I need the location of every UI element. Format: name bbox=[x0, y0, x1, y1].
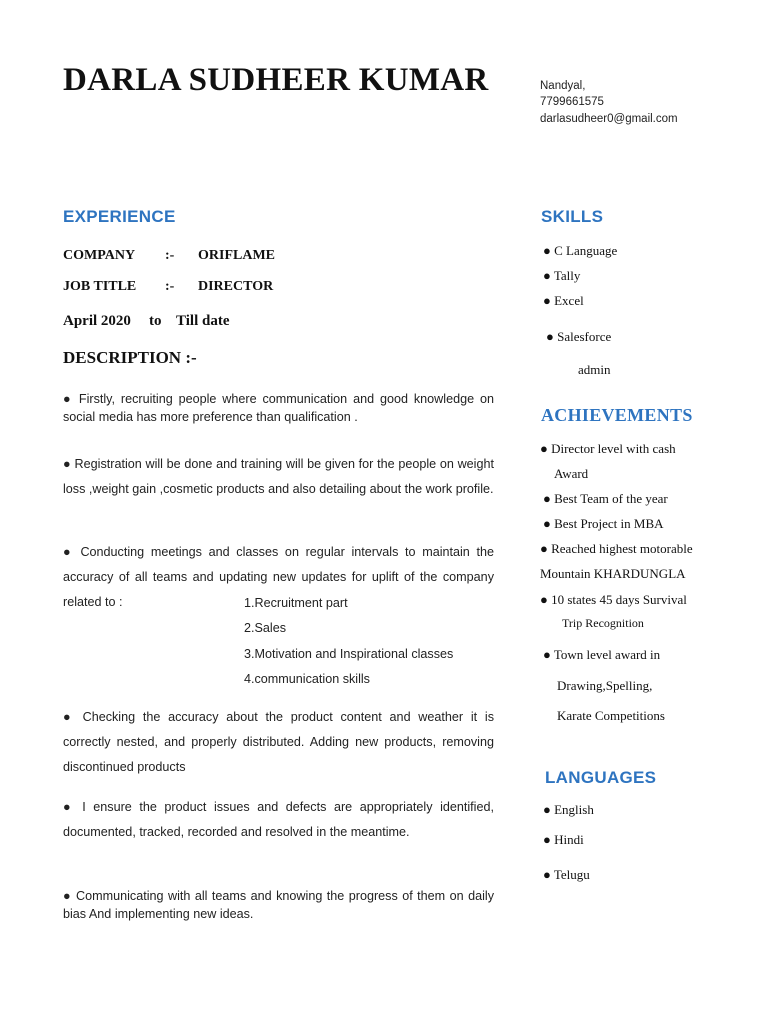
skill-item: ● Tally bbox=[543, 268, 581, 283]
contact-location: Nandyal, bbox=[540, 80, 586, 92]
achievements-heading: ACHIEVEMENTS bbox=[541, 405, 693, 425]
language-item: ● Telugu bbox=[543, 867, 590, 882]
achievement-line: ● Best Project in MBA bbox=[543, 516, 664, 531]
skill-item-continued: admin bbox=[578, 362, 611, 377]
description-bullet: ● Registration will be done and training will be given for the people on weight loss ,weight gain ,cosmetic products and also detailing about the work profile. bbox=[63, 457, 494, 496]
description-bullet: ● Communicating with all teams and knowing the progress of them on daily bias And implementing new ideas. bbox=[63, 889, 494, 921]
achievement-line: ● 10 states 45 days Survival bbox=[540, 592, 687, 607]
job-title-label: JOB TITLE bbox=[63, 279, 137, 294]
date-till: Till date bbox=[176, 313, 230, 329]
skill-item: ● Excel bbox=[543, 293, 584, 308]
achievement-line: Trip Recognition bbox=[562, 616, 644, 630]
language-item: ● English bbox=[543, 802, 594, 817]
sublist-item: 1.Recruitment part bbox=[244, 596, 348, 610]
date-from: April 2020 bbox=[63, 313, 131, 329]
language-item: ● Hindi bbox=[543, 832, 584, 847]
skill-item: ● Salesforce bbox=[546, 329, 612, 344]
skills-heading: SKILLS bbox=[541, 207, 604, 226]
candidate-name: DARLA SUDHEER KUMAR bbox=[63, 62, 489, 98]
sublist-item: 4.communication skills bbox=[244, 672, 370, 686]
skill-item: ● C Language bbox=[543, 243, 618, 258]
date-to: to bbox=[149, 313, 162, 329]
job-title-separator: :- bbox=[165, 279, 175, 294]
description-bullet: ● Firstly, recruiting people where communication and good knowledge on social media has more preference than qualification . bbox=[63, 392, 494, 424]
company-separator: :- bbox=[165, 248, 175, 263]
achievement-line: ● Director level with cash bbox=[540, 441, 676, 456]
achievement-line: ● Reached highest motorable bbox=[540, 541, 693, 556]
achievement-line: ● Best Team of the year bbox=[543, 491, 668, 506]
job-title-value: DIRECTOR bbox=[198, 279, 274, 294]
sublist-item: 2.Sales bbox=[244, 621, 287, 635]
contact-phone: 7799661575 bbox=[540, 96, 604, 108]
company-label: COMPANY bbox=[63, 248, 136, 263]
description-bullet: ● Conducting meetings and classes on regular intervals to maintain the accuracy of all teams and updating new updates for uplift of the company related to : bbox=[63, 545, 494, 609]
description-bullet: ● I ensure the product issues and defects are appropriately identified, documented, tracked, recorded and resolved in the meantime. bbox=[63, 800, 494, 839]
description-bullet: ● Checking the accuracy about the product content and weather it is correctly nested, and properly distributed. Adding new products, removing discontinued products bbox=[63, 710, 494, 774]
achievement-line: Drawing,Spelling, bbox=[557, 678, 653, 693]
achievement-line: Karate Competitions bbox=[557, 708, 665, 723]
description-heading: DESCRIPTION :- bbox=[63, 348, 197, 367]
company-value: ORIFLAME bbox=[198, 248, 275, 263]
sublist-item: 3.Motivation and Inspirational classes bbox=[244, 647, 454, 661]
contact-email: darlasudheer0@gmail.com bbox=[540, 113, 678, 125]
experience-heading: EXPERIENCE bbox=[63, 207, 176, 226]
achievement-line: ● Town level award in bbox=[543, 647, 661, 662]
languages-heading: LANGUAGES bbox=[545, 768, 657, 787]
achievement-line: Award bbox=[554, 466, 589, 481]
achievement-line: Mountain KHARDUNGLA bbox=[540, 566, 686, 581]
